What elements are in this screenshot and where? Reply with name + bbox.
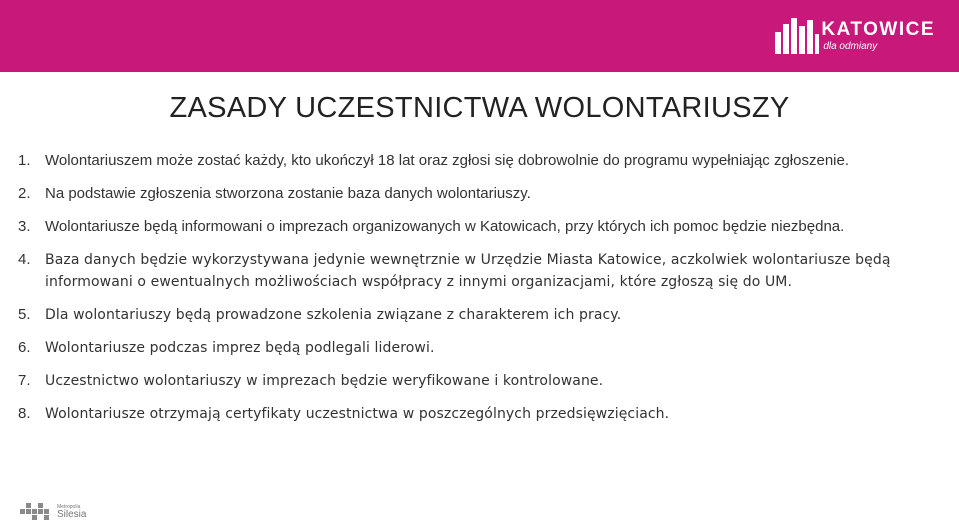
katowice-logo[interactable] — [775, 12, 935, 60]
rule-text: Dla wolontariuszy będą prowadzone szkolenia związane z charakterem ich pracy. — [45, 307, 622, 323]
rule-number: 2. — [18, 185, 31, 202]
rule-number: 7. — [18, 372, 31, 389]
rule-number: 8. — [18, 405, 31, 422]
rule-text: Wolontariuszem może zostać każdy, kto ukończył 18 lat oraz zgłosi się dobrowolnie do programu wypełniając zgłoszenie. — [45, 152, 850, 169]
footer-logo-small: Metropolia — [57, 503, 81, 510]
list-item — [18, 337, 938, 359]
logo-name: KATOWICE — [821, 19, 935, 40]
rule-text: Wolontariusze otrzymają certyfikaty uczestnictwa w poszczególnych przedsięwzięciach. — [45, 406, 670, 422]
page-title: ZASADY UCZESTNICTWA WOLONTARIUSZY — [169, 92, 790, 124]
rule-text: Wolontariusze będą informowani o imprezach organizowanych w Katowicach, przy których ich pomoc będzie niezbędna. — [45, 218, 845, 235]
list-item — [18, 403, 938, 425]
list-item — [18, 150, 938, 172]
list-item — [18, 249, 938, 293]
rule-number: 5. — [18, 306, 31, 323]
rule-number: 6. — [18, 339, 31, 356]
list-item — [18, 216, 938, 238]
logo-tagline: dla odmiany — [823, 41, 878, 52]
rule-number: 3. — [18, 218, 31, 235]
rules-list — [18, 150, 938, 436]
rule-number: 1. — [18, 152, 31, 169]
silesia-grid-icon — [20, 502, 54, 522]
rule-text: Na podstawie zgłoszenia stworzona zostanie baza danych wolontariuszy. — [45, 185, 531, 202]
silesia-logo — [20, 500, 86, 524]
list-item — [18, 183, 938, 205]
rule-number: 4. — [18, 251, 31, 268]
footer-logo-name: Silesia — [57, 508, 87, 520]
list-item — [18, 304, 938, 326]
rule-text: Uczestnictwo wolontariuszy w imprezach będzie weryfikowane i kontrolowane. — [45, 373, 604, 389]
rule-text: Baza danych będzie wykorzystywana jedynie wewnętrznie w Urzędzie Miasta Katowice, aczkolwiek wolontariusze będą informowani o ewentualnych możliwościach współpracy z innymi organizacjami, które zgłoszą się do UM. — [45, 252, 891, 290]
city-skyline-icon — [775, 14, 813, 58]
list-item — [18, 370, 938, 392]
header-bar — [0, 0, 959, 72]
rule-text: Wolontariusze podczas imprez będą podlegali liderowi. — [45, 340, 435, 356]
